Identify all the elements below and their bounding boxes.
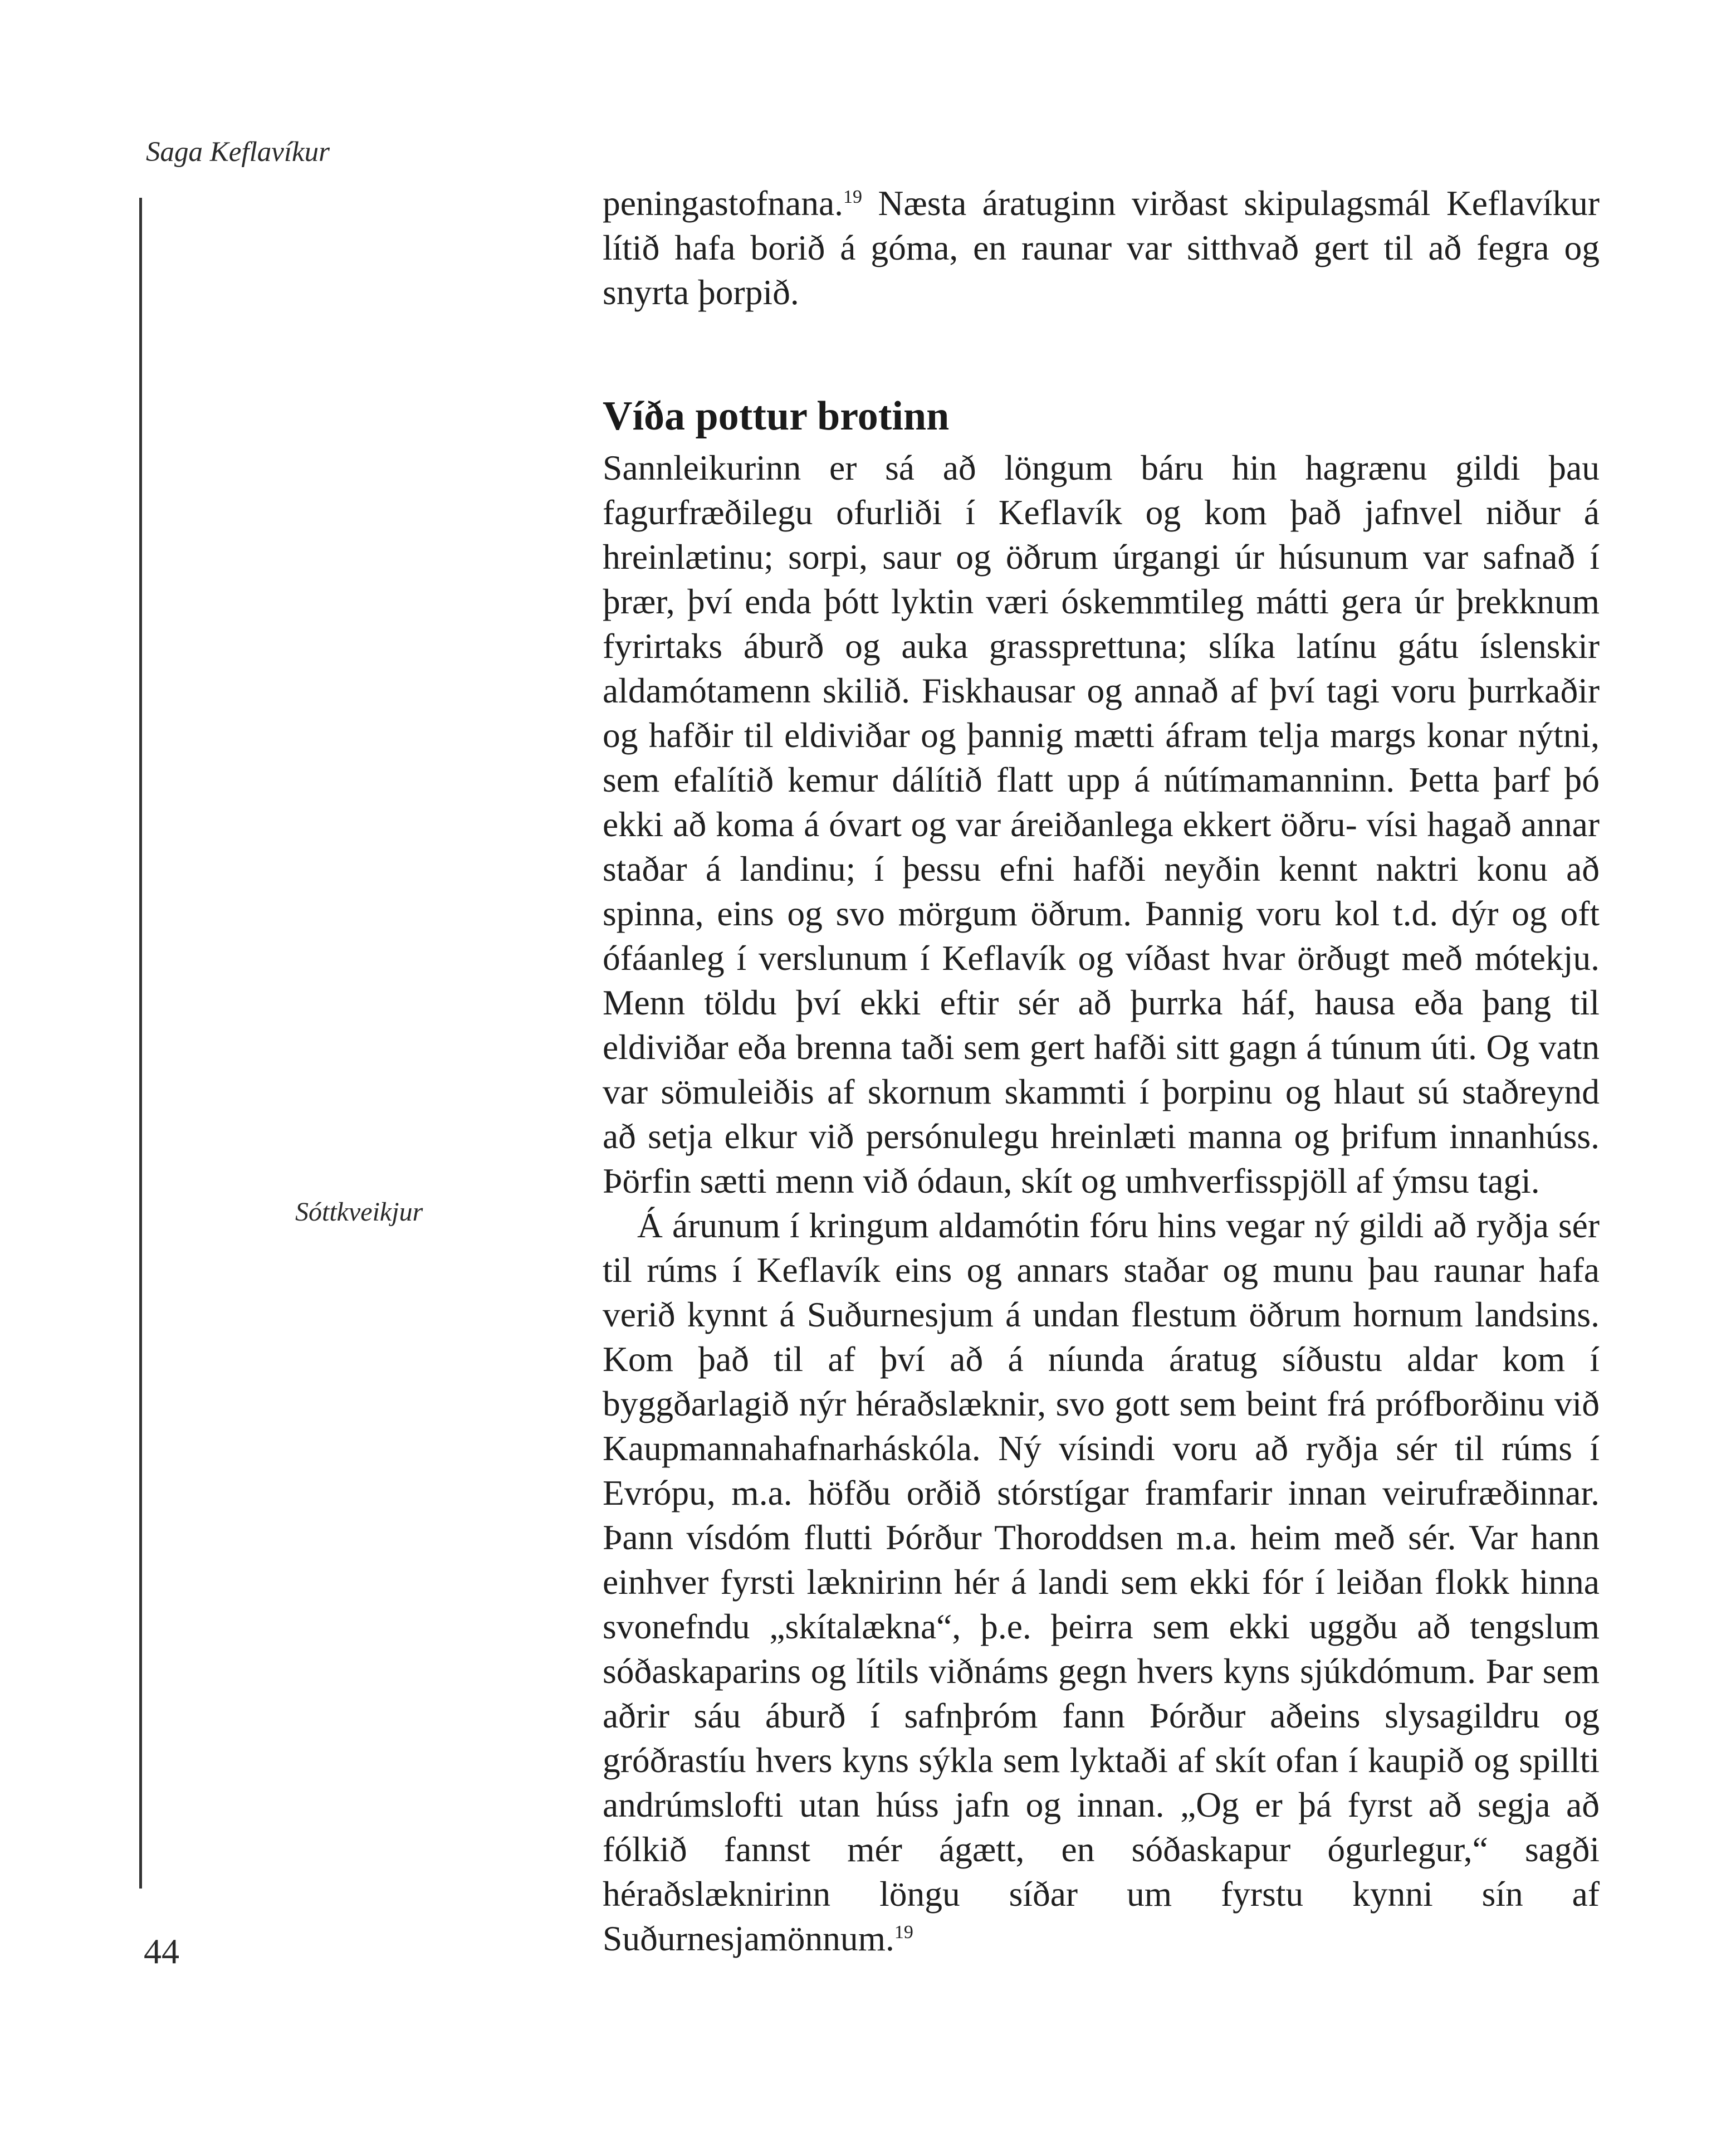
margin-sidenote: Sóttkveikjur <box>295 1197 423 1227</box>
body-paragraph-1: Sannleikurinn er sá að löngum báru hin hagrænu gildi þau fagurfræðilegu ofurliði í Keflavík og kom það jafnvel niður á hreinlætinu; sorpi, saur og öðrum úrgangi úr húsunum var safnað í þrær, því enda þótt lyktin væri óskemmtileg mátti gera úr þrekknum fyrirtaks áburð og auka grassprettuna; slíka latínu gátu íslenskir aldamótamenn skilið. Fiskhausar og annað af því tagi voru þurrkaðir og hafðir til eldiviðar og þannig mætti áfram telja margs konar nýtni, sem efalítið kemur dálítið flatt upp á nútímamanninn. Þetta þarf þó ekki að koma á óvart og var áreiðanlega ekkert öðru- vísi hagað annar staðar á landinu; í þessu efni hafði neyðin kennt naktri konu að spinna, eins og svo mörgum öðrum. Þannig voru kol t.d. dýr og oft ófáanleg í verslunum í Keflavík og víðast hvar örðugt með mótekju. Menn töldu því ekki eftir sér að þurrka háf, hausa eða þang til eldiviðar eða brenna taði sem gert hafði sitt gagn á túnum úti. Og vatn var sömuleiðis af skornum skammti í þorpinu og hlaut sú staðreynd að setja elkur við persónulegu hreinlæti manna og þrifum innanhúss. Þörfin sætti menn við ódaun, skít og umhverfisspjöll af ýmsu tagi. <box>603 448 1600 1201</box>
page-number: 44 <box>144 1931 179 1971</box>
intro-paragraph <box>603 181 1600 315</box>
intro-tail: Næsta áratuginn virðast skipulagsmál Keflavíkur lítið hafa borið á góma, en raunar var sitthvað gert til að fegra og snyrta þorpið. <box>603 183 1600 312</box>
intro-block <box>603 181 1600 315</box>
footnote-marker: 19 <box>843 186 863 207</box>
margin-rule <box>139 198 142 1889</box>
intro-text: peningastofnana. <box>603 183 844 223</box>
section-block <box>603 391 1600 1961</box>
body-paragraph-2 <box>603 1203 1600 1961</box>
running-head: Saga Keflavíkur <box>146 136 330 168</box>
section-heading: Víða pottur brotinn <box>603 393 950 439</box>
footnote-marker: 19 <box>894 1921 913 1943</box>
paragraph-2-text: Á árunum í kringum aldamótin fóru hins vegar ný gildi að ryðja sér til rúms í Keflavík eins og annars staðar og munu þau raunar hafa verið kynnt á Suðurnesjum á undan flestum öðrum hornum landsins. Kom það til af því að á níunda áratug síðustu aldar kom í byggðarlagið nýr héraðslæknir, svo gott sem beint frá prófborðinu við Kaupmannahafnarháskóla. Ný vísindi voru að ryðja sér til rúms í Evrópu, m.a. höfðu orðið stórstígar framfarir innan veirufræðinnar. Þann vísdóm flutti Þórður Thoroddsen m.a. heim með sér. Var hann einhver fyrsti læknirinn hér á landi sem ekki fór í leiðan flokk hinna svonefndu „skítalækna“, þ.e. þeirra sem ekki uggðu að tengslum sóðaskaparins og lítils viðnáms gegn hvers kyns sjúkdómum. Þar sem aðrir sáu áburð í safnþróm fann Þórður aðeins slysagildru og gróðrastíu hvers kyns sýkla sem lyktaði af skít ofan í kaupið og spillti andrúmslofti utan húss jafn og innan. „Og er þá fyrst að segja að fólkið fannst mér ágætt, en sóðaskapur ógurlegur,“ sagði héraðslæknirinn löngu síðar um fyrstu kynni sín af Suðurnesjamönnum. <box>603 1206 1600 1958</box>
